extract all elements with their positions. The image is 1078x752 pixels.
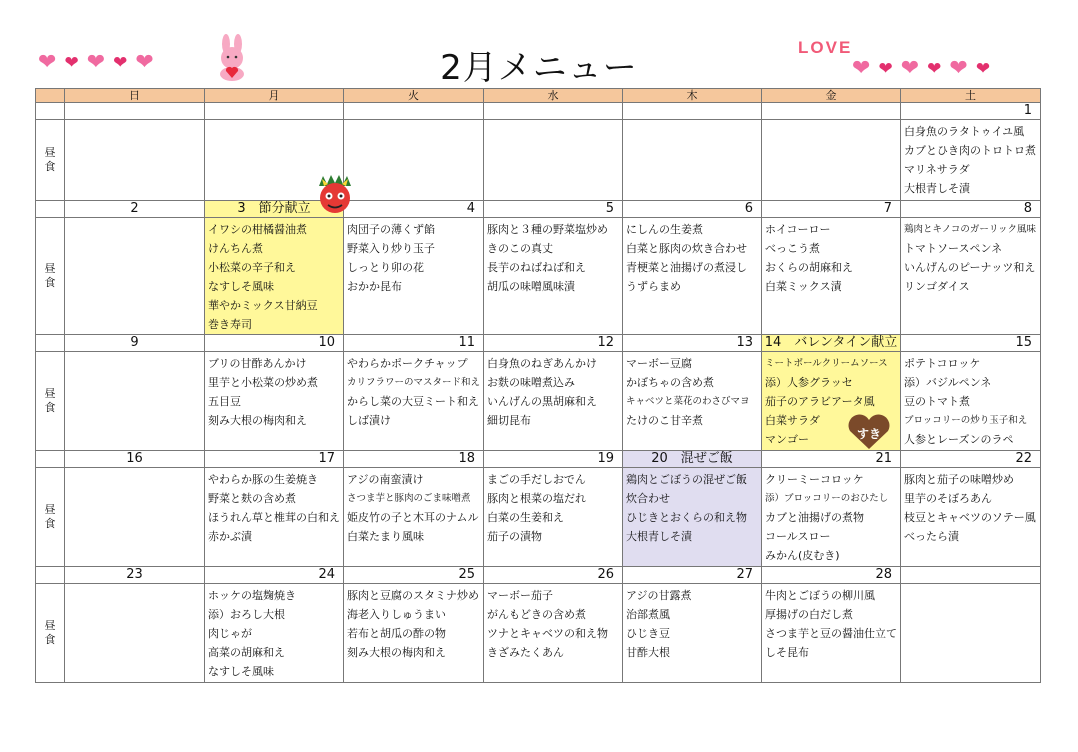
page-title: 2月メニュー — [440, 48, 638, 88]
menu-item: たけのこ甘辛煮 — [626, 414, 703, 427]
menu-item: うずらまめ — [626, 280, 681, 293]
meal-label — [36, 468, 65, 567]
menu-item: けんちん煮 — [208, 242, 263, 255]
menu-item: 胡瓜の味噌風味漬 — [487, 280, 575, 293]
menu-item: 枝豆とキャベツのソテー風 — [904, 511, 1036, 524]
menu-item: 若布と胡瓜の酢の物 — [347, 627, 446, 640]
menu-item: アジの南蛮漬け — [347, 473, 424, 486]
date-cell — [901, 567, 1041, 584]
meal-label — [36, 352, 65, 451]
weekday-header: 月 — [205, 89, 344, 103]
meal-label — [36, 120, 65, 201]
love-text: LOVE — [798, 38, 853, 57]
menu-item: 豚肉と豆腐のスタミナ炒め — [347, 589, 479, 602]
menu-item: 白菜ミックス漬 — [765, 280, 842, 293]
menu-cell — [344, 120, 484, 201]
menu-item: リンゴダイス — [904, 280, 970, 293]
menu-item: 五目豆 — [208, 395, 241, 408]
menu-cell — [484, 352, 623, 451]
menu-item: 高菜の胡麻和え — [208, 646, 285, 659]
menu-item: 添）おろし大根 — [208, 608, 285, 621]
meal-label-char: 食 — [44, 633, 56, 646]
menu-cell — [484, 584, 623, 683]
date-cell: 19 — [484, 451, 623, 468]
heart-icon: ❤ — [852, 56, 871, 81]
heart-icon: ❤ — [38, 50, 57, 75]
menu-cell — [65, 468, 205, 567]
menu-item: 野菜と麸の含め煮 — [208, 492, 296, 505]
menu-item: お麩の味噌煮込み — [487, 376, 575, 389]
menu-item: 肉じゃが — [208, 627, 252, 640]
date-cell: 2 — [65, 201, 205, 218]
menu-item: ミートボールクリームソース — [765, 358, 888, 369]
menu-item: アジの甘露煮 — [626, 589, 692, 602]
menu-item: なすしそ風味 — [208, 665, 274, 678]
menu-item: しそ昆布 — [765, 646, 809, 659]
menu-item: カリフラワーのマスタード和え — [347, 377, 481, 388]
menu-item: 里芋のそぼろあん — [904, 492, 992, 505]
menu-item: 青梗菜と油揚げの煮浸し — [626, 261, 747, 274]
weekday-header: 木 — [623, 89, 762, 103]
date-cell — [344, 103, 484, 120]
menu-item: 豚肉と茄子の味噌炒め — [904, 473, 1014, 486]
menu-item: 赤かぶ漬 — [208, 530, 252, 543]
menu-item: しば漬け — [347, 414, 391, 427]
date-cell: 11 — [344, 335, 484, 352]
heart-icon: ❤ — [878, 58, 893, 79]
menu-item: 華やかミックス甘納豆 — [208, 299, 318, 312]
menu-item: ほうれん草と椎茸の白和え — [208, 511, 340, 524]
heart-icon: ❤ — [64, 52, 79, 73]
menu-item: なすしそ風味 — [208, 280, 274, 293]
menu-cell — [205, 584, 344, 683]
menu-row — [36, 584, 1041, 683]
date-cell: 22 — [901, 451, 1041, 468]
menu-cell — [484, 218, 623, 335]
meal-label-char: 昼 — [44, 262, 56, 275]
menu-cell — [762, 218, 901, 335]
meal-label-char: 昼 — [44, 503, 56, 516]
date-cell — [484, 103, 623, 120]
menu-item: マーボー豆腐 — [626, 357, 692, 370]
menu-item: しっとり卯の花 — [347, 261, 424, 274]
date-cell: 24 — [205, 567, 344, 584]
menu-cell — [901, 120, 1041, 201]
date-row-corner — [36, 201, 65, 218]
menu-cell — [623, 584, 762, 683]
weekday-header: 金 — [762, 89, 901, 103]
date-row-corner — [36, 451, 65, 468]
menu-item: イワシの柑橘醤油煮 — [208, 223, 307, 236]
heart-icon: ❤ — [113, 52, 128, 73]
weekday-header: 日 — [65, 89, 205, 103]
menu-cell — [901, 218, 1041, 335]
date-cell: 9 — [65, 335, 205, 352]
menu-row — [36, 218, 1041, 335]
menu-item: いんげんの黒胡麻和え — [487, 395, 597, 408]
menu-cell — [623, 352, 762, 451]
menu-cell — [623, 468, 762, 567]
menu-item: キャベツと菜花のわさびマヨ — [626, 396, 750, 407]
menu-item: マリネサラダ — [904, 163, 970, 176]
menu-item: 大根青しそ漬 — [626, 530, 692, 543]
menu-item: ひじき豆 — [626, 627, 670, 640]
date-row-corner — [36, 103, 65, 120]
menu-item: 人参とレーズンのラペ — [904, 433, 1014, 446]
menu-item: おかか昆布 — [347, 280, 402, 293]
menu-cell — [205, 352, 344, 451]
menu-item: 添）バジルペンネ — [904, 376, 992, 389]
heart-icon: ❤ — [86, 50, 106, 75]
menu-item: 刻み大根の梅肉和え — [208, 414, 307, 427]
weekday-header: 火 — [344, 89, 484, 103]
date-cell: 18 — [344, 451, 484, 468]
menu-item: きのこの真丈 — [487, 242, 553, 255]
date-cell: 28 — [762, 567, 901, 584]
menu-item: 細切昆布 — [487, 414, 531, 427]
menu-item: 巻き寿司 — [208, 318, 252, 331]
date-row — [36, 451, 1041, 468]
date-row — [36, 201, 1041, 218]
menu-item: 厚揚げの白だし煮 — [765, 608, 853, 621]
menu-cell — [762, 120, 901, 201]
menu-item: カブと油揚げの煮物 — [765, 511, 864, 524]
rabbit-icon — [212, 34, 252, 82]
menu-item: 白菜たまり風味 — [347, 530, 424, 543]
meal-label — [36, 218, 65, 335]
menu-item: 添）ブロッコリーのおひたし — [765, 493, 889, 504]
menu-item: べったら漬 — [904, 530, 959, 543]
menu-item: いんげんのピーナッツ和え — [904, 261, 1036, 274]
menu-item: 白菜の生姜和え — [487, 511, 564, 524]
date-cell: 14 バレンタイン献立 — [762, 335, 901, 352]
meal-label-char: 食 — [44, 401, 56, 414]
menu-item: がんもどきの含め煮 — [487, 608, 586, 621]
date-cell: 15 — [901, 335, 1041, 352]
menu-cell — [344, 218, 484, 335]
menu-item: カブとひき肉のトロトロ煮 — [904, 144, 1036, 157]
date-cell: 8 — [901, 201, 1041, 218]
menu-cell — [901, 352, 1041, 451]
menu-item: ひじきとおくらの和え物 — [626, 511, 747, 524]
meal-label-char: 昼 — [44, 387, 56, 400]
date-row-corner — [36, 567, 65, 584]
date-row — [36, 567, 1041, 584]
menu-item: 小松菜の辛子和え — [208, 261, 296, 274]
date-cell: 1 — [901, 103, 1041, 120]
menu-item: おくらの胡麻和え — [765, 261, 853, 274]
menu-item: やわらか豚の生姜焼き — [208, 473, 318, 486]
menu-item: 治部煮風 — [626, 608, 670, 621]
menu-cell — [344, 584, 484, 683]
menu-cell — [205, 218, 344, 335]
date-cell: 7 — [762, 201, 901, 218]
menu-item: ホッケの塩麹焼き — [208, 589, 296, 602]
oni-icon — [311, 174, 359, 216]
right-hearts — [852, 58, 990, 80]
menu-item: 白菜と豚肉の炊き合わせ — [626, 242, 747, 255]
menu-item: 刻み大根の梅肉和え — [347, 646, 446, 659]
menu-item: 野菜入り炒り玉子 — [347, 242, 435, 255]
menu-item: ブリの甘酢あんかけ — [208, 357, 307, 370]
menu-cell — [65, 120, 205, 201]
menu-calendar — [35, 88, 1041, 683]
menu-item: 里芋と小松菜の炒め煮 — [208, 376, 318, 389]
menu-item: べっこう煮 — [765, 242, 820, 255]
date-cell — [623, 103, 762, 120]
meal-label-char: 食 — [44, 517, 56, 530]
date-cell: 6 — [623, 201, 762, 218]
date-cell: 27 — [623, 567, 762, 584]
heart-icon: ❤ — [975, 58, 991, 79]
menu-cell — [65, 352, 205, 451]
svg-text:すき: すき — [856, 427, 882, 441]
menu-item: ホイコーロー — [765, 223, 831, 236]
meal-label-char: 昼 — [44, 146, 56, 159]
meal-label-char: 食 — [44, 160, 56, 173]
menu-item: やわらかポークチャップ — [347, 357, 468, 370]
heart-icon: ❤ — [927, 58, 942, 79]
menu-item: 牛肉とごぼうの柳川風 — [765, 589, 875, 602]
left-hearts — [38, 52, 154, 74]
menu-cell — [762, 584, 901, 683]
date-cell — [762, 103, 901, 120]
menu-cell — [344, 352, 484, 451]
menu-item: 豆のトマト煮 — [904, 395, 970, 408]
menu-item: トマトソースペンネ — [904, 242, 1003, 255]
menu-cell — [623, 120, 762, 201]
date-cell: 20 混ぜご飯 — [623, 451, 762, 468]
date-cell: 16 — [65, 451, 205, 468]
menu-item: かぼちゃの含め煮 — [626, 376, 714, 389]
date-row — [36, 103, 1041, 120]
menu-cell — [65, 218, 205, 335]
date-cell: 5 — [484, 201, 623, 218]
menu-item: コールスロー — [765, 530, 831, 543]
meal-label — [36, 584, 65, 683]
menu-item: 大根青しそ漬 — [904, 182, 970, 195]
date-cell: 13 — [623, 335, 762, 352]
menu-cell — [762, 468, 901, 567]
menu-item: 海老入りしゅうまい — [347, 608, 446, 621]
menu-item: にしんの生姜煮 — [626, 223, 703, 236]
date-cell: 26 — [484, 567, 623, 584]
menu-item: 茄子のアラビアータ風 — [765, 395, 875, 408]
menu-item: 甘酢大根 — [626, 646, 670, 659]
menu-item: マンゴー — [765, 433, 809, 446]
weekday-header: 水 — [484, 89, 623, 103]
date-cell: 21 — [762, 451, 901, 468]
menu-item: クリーミーコロッケ — [765, 473, 864, 486]
menu-row — [36, 120, 1041, 201]
date-cell: 3 節分献立 — [205, 201, 344, 218]
date-cell: 10 — [205, 335, 344, 352]
date-row — [36, 335, 1041, 352]
weekday-header: 土 — [901, 89, 1041, 103]
meal-label-char: 食 — [44, 276, 56, 289]
menu-item: マーボー茄子 — [487, 589, 553, 602]
menu-item: さつま芋と豚肉のごま味噌煮 — [347, 493, 471, 504]
menu-item: 鶏肉とごぼうの混ぜご飯 — [626, 473, 747, 486]
heart-icon: ❤ — [949, 56, 968, 81]
menu-cell — [205, 468, 344, 567]
menu-item: 添）人参グラッセ — [765, 376, 853, 389]
menu-cell — [901, 584, 1041, 683]
menu-item: きざみたくあん — [487, 646, 564, 659]
menu-item: からし菜の大豆ミート和え — [347, 395, 479, 408]
menu-item: ツナとキャベツの和え物 — [487, 627, 608, 640]
menu-item: 豚肉と根菜の塩だれ — [487, 492, 586, 505]
menu-item: ブロッコリーの炒り玉子和え — [904, 415, 1028, 426]
menu-item: 肉団子の薄くず餡 — [347, 223, 435, 236]
suki-heart-icon — [846, 414, 892, 450]
menu-item: 豚肉と３種の野菜塩炒め — [487, 223, 608, 236]
menu-item: 鶏肉とキノコのガーリック風味 — [904, 224, 1036, 235]
menu-cell — [484, 120, 623, 201]
menu-row — [36, 468, 1041, 567]
menu-item: 炊合わせ — [626, 492, 670, 505]
menu-item: 白身魚のラタトゥイユ風 — [904, 125, 1025, 138]
menu-item: 姫皮竹の子と木耳のナムル — [347, 511, 479, 524]
meal-label-char: 昼 — [44, 619, 56, 632]
heart-icon: ❤ — [900, 56, 920, 81]
menu-cell — [484, 468, 623, 567]
date-cell: 17 — [205, 451, 344, 468]
menu-cell — [623, 218, 762, 335]
date-row-corner — [36, 335, 65, 352]
date-cell: 25 — [344, 567, 484, 584]
date-cell: 23 — [65, 567, 205, 584]
weekday-header-row — [36, 89, 1041, 103]
menu-item: ポテトコロッケ — [904, 357, 981, 370]
menu-item: さつま芋と豆の醤油仕立て — [765, 627, 897, 640]
menu-item: 白菜サラダ — [765, 414, 820, 427]
menu-cell — [901, 468, 1041, 567]
date-cell — [205, 103, 344, 120]
date-cell: 4 — [344, 201, 484, 218]
header-corner — [36, 89, 65, 103]
date-cell: 12 — [484, 335, 623, 352]
menu-item: 茄子の漬物 — [487, 530, 542, 543]
date-cell — [65, 103, 205, 120]
menu-item: 白身魚のねぎあんかけ — [487, 357, 597, 370]
menu-item: 長芋のねばねば和え — [487, 261, 586, 274]
menu-cell — [65, 584, 205, 683]
menu-item: みかん(皮むき) — [765, 549, 840, 562]
heart-icon: ❤ — [135, 50, 154, 75]
menu-cell — [344, 468, 484, 567]
menu-item: まごの手だしおでん — [487, 473, 586, 486]
